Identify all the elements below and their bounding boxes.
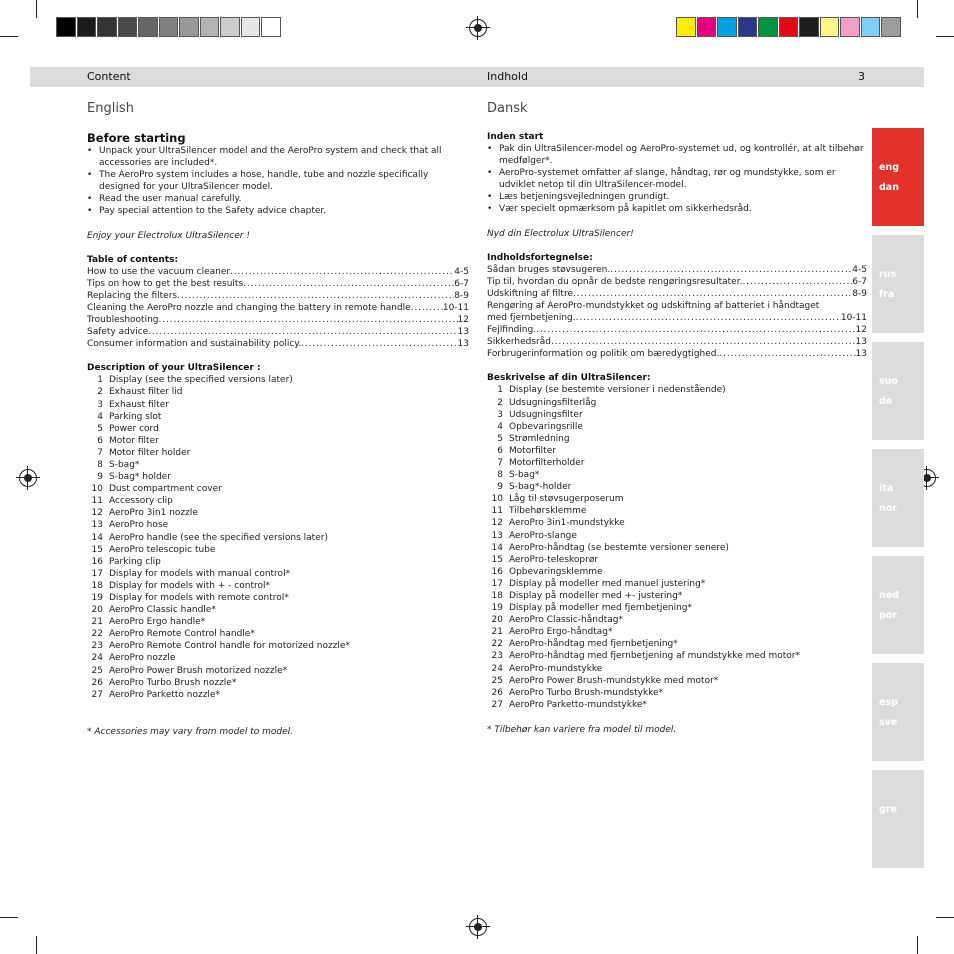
list-item [87,689,469,701]
list-item [87,592,469,604]
language-tab-label: ita [879,483,894,494]
item-number: 6 [97,435,103,446]
item-number: 7 [97,447,103,458]
language-tab-ned[interactable] [872,556,924,654]
item-number: 23 [91,641,103,652]
toc-leader-dots [576,312,841,324]
item-number: 3 [97,399,103,410]
english-footnote: * Accessories may vary from model to model. [87,726,293,737]
item-number: 17 [491,578,503,589]
item-text: Display (se bestemte versioner i nedenstående) [509,385,726,396]
language-tab-gre[interactable] [872,770,924,868]
toc-label: Consumer information and sustainability policy. [87,339,302,350]
language-tab-label: nor [879,503,897,514]
color-swatch [758,17,778,37]
process-color-bar [676,17,902,37]
item-text: AeroPro telescopic tube [109,544,216,555]
item-number: 4 [97,411,103,422]
color-swatch [676,17,696,37]
item-number: 8 [97,459,103,470]
item-text: AeroPro handle (see the specified versions later) [109,532,328,543]
english-bullet-list [87,145,469,218]
item-number: 26 [491,687,503,698]
english-toc [87,266,469,351]
list-item [487,566,867,578]
item-text: AeroPro Turbo Brush-mundstykke* [509,687,664,698]
toc-row [487,324,867,336]
item-text: AeroPro Ergo-håndtag* [509,627,613,638]
item-number: 15 [91,544,103,555]
list-item [87,616,469,628]
color-swatch [261,17,281,37]
item-text: AeroPro Turbo Brush nozzle* [109,677,237,688]
list-item [87,544,469,556]
item-text: AeroPro hose [109,520,169,531]
item-text: AeroPro Classic handle* [109,605,216,616]
item-text: AeroPro Remote Control handle* [109,629,255,640]
toc-label: Cleaning the AeroPro nozzle and changing the battery in remote handle [87,302,411,313]
registration-mark-top [469,19,487,37]
list-item [487,481,867,493]
color-swatch [717,17,737,37]
registration-mark-left [19,469,37,487]
item-text: S-bag* [109,459,140,470]
item-text: AeroPro 3in1-mundstykke [509,518,625,529]
item-text: Motorfilter [509,445,556,456]
item-text: AeroPro Power Brush-mundstykke med motor* [509,675,719,686]
item-number: 8 [497,470,503,481]
header-left-label: Content [87,70,131,83]
item-text: Display på modeller med +- justering* [509,591,683,601]
item-number: 12 [491,518,503,529]
list-item [87,459,469,471]
dansk-bullet-list [487,143,867,216]
language-tab-rus[interactable] [872,235,924,333]
toc-label: Replacing the filters [87,290,178,301]
item-text: Dust compartment cover [109,484,222,495]
english-toc-heading: Table of contents: [87,254,179,265]
item-text: S-bag*-holder [509,482,572,493]
list-item: • Pay special attention to the Safety advice chapter. [87,205,469,217]
list-item [487,397,867,409]
item-number: 18 [491,591,503,601]
list-item [487,469,867,481]
item-text: AeroPro Parketto nozzle* [109,689,220,700]
list-item [487,602,867,614]
item-number: 2 [497,397,503,408]
toc-row [487,348,867,360]
language-tab-label: esp [879,697,898,708]
item-text: AeroPro nozzle [109,653,176,664]
item-number: 2 [97,387,103,398]
list-item [487,409,867,421]
language-tab-label: dan [879,182,899,193]
item-text: Strømledning [509,433,570,444]
list-item [487,626,867,638]
toc-label: Udskiftning af filtre [487,288,574,299]
item-text: AeroPro Power Brush motorized nozzle* [109,665,288,676]
toc-label: Rengøring af AeroPro-mundstykket og udskiftning af batteriet i håndtaget [487,300,820,311]
item-number: 6 [497,445,503,456]
item-number: 24 [491,663,503,674]
item-number: 21 [91,617,103,628]
toc-row [87,266,469,278]
item-text: Opbevaringsklemme [509,566,603,577]
gray-color-bar [56,17,282,37]
toc-label: Troubleshooting [87,315,159,326]
color-swatch [820,17,840,37]
color-swatch [97,17,117,37]
list-item [487,493,867,505]
toc-label: Sikkerhedsråd [487,337,551,348]
list-item [487,554,867,566]
item-number: 11 [91,496,103,507]
list-item [487,590,867,602]
color-swatch [77,17,97,37]
list-item [87,507,469,519]
toc-page: 13 [855,337,867,348]
toc-leader-dots [742,276,852,288]
item-text: Tilbehørsklemme [509,506,587,517]
toc-row [487,276,867,288]
item-number: 24 [91,653,103,664]
list-item [87,386,469,398]
item-number: 22 [491,639,503,650]
toc-page: 8-9 [852,288,867,299]
color-swatch [861,17,881,37]
item-text: Display på modeller med manuel justering* [509,578,706,589]
dansk-parts-list [487,384,867,711]
item-number: 25 [491,675,503,686]
list-item: • Vær specielt opmærksom på kapitlet om sikkerhedsråd. [487,203,867,215]
english-before-starting-heading: Before starting [87,131,186,145]
item-number: 23 [491,651,503,662]
item-text: Udsugningsfilterlåg [509,397,597,408]
item-text: AeroPro-teleskoprør [509,554,599,565]
item-text: Motor filter [109,435,159,446]
color-swatch [159,17,179,37]
item-number: 10 [491,494,503,505]
language-tab-label: de [879,396,893,407]
list-item [87,580,469,592]
item-text: Display for models with remote control* [109,593,289,603]
dansk-description-heading: Beskrivelse af din UltraSilencer: [487,373,651,384]
item-number: 1 [97,375,103,386]
item-text: Power cord [109,423,159,434]
registration-mark-bottom [469,918,487,936]
list-item: • Pak din UltraSilencer-model og AeroPro-systemet ud, og kontrollér, at alt tilbehør medfølger*. [487,143,867,167]
color-swatch [179,17,199,37]
list-item [87,604,469,616]
toc-row [87,278,469,290]
list-item [487,650,867,662]
toc-leader-dots [536,324,855,336]
toc-label: How to use the vacuum cleaner [87,266,231,277]
list-item [87,495,469,507]
toc-label: Safety advice [87,327,149,338]
list-item [487,517,867,529]
toc-page: 8-9 [454,290,469,301]
item-number: 4 [497,421,503,432]
item-number: 3 [497,409,503,420]
item-text: AeroPro 3in1 nozzle [109,508,198,519]
item-number: 20 [91,605,103,616]
english-column [87,131,469,738]
list-item [87,411,469,423]
item-text: Udsugningsfilter [509,409,583,420]
item-number: 14 [91,532,103,543]
language-tab-label: gre [879,804,897,815]
list-item [487,638,867,650]
toc-leader-dots [551,336,856,348]
toc-leader-dots [243,278,454,290]
english-description-heading: Description of your UltraSilencer : [87,363,261,374]
page-number: 3 [858,70,865,83]
list-item [487,675,867,687]
item-number: 21 [491,627,503,638]
list-item [87,568,469,580]
toc-page: 13 [457,327,469,338]
item-number: 16 [491,566,503,577]
item-text: AeroPro-håndtag (se bestemte versioner senere) [509,542,729,553]
toc-label: Sådan bruges støvsugeren. [487,264,611,275]
toc-label: Forbrugerinformation og politik om bæredygtighed. [487,349,720,360]
item-text: Accessory clip [109,496,173,507]
toc-leader-dots [148,326,457,338]
language-tab-label: ned [879,590,900,601]
item-text: AeroPro-slange [509,530,577,541]
item-text: AeroPro-håndtag med fjernbetjening af mundstykke med motor* [509,651,800,662]
item-text: Motorfilterholder [509,457,585,468]
item-text: AeroPro Parketto-mundstykke* [509,699,647,710]
item-text: AeroPro Remote Control handle for motorized nozzle* [109,641,350,652]
item-text: Display (see the specified versions later) [109,375,293,386]
toc-row [487,300,867,312]
item-number: 15 [491,554,503,565]
color-swatch [738,17,758,37]
toc-label: Fejlfinding. [487,325,537,336]
list-item [487,542,867,554]
english-parts-list [87,374,469,701]
language-tab-label: suo [879,376,898,387]
language-tab-ita[interactable] [872,449,924,547]
color-swatch [220,17,240,37]
toc-leader-dots [411,302,443,314]
color-swatch [200,17,220,37]
toc-row [87,326,469,338]
item-number: 7 [497,457,503,468]
list-item [487,530,867,542]
color-swatch [118,17,138,37]
item-number: 5 [97,423,103,434]
list-item [87,447,469,459]
item-number: 11 [491,506,503,517]
item-text: Låg til støvsugerposerum [509,494,624,505]
english-title: English [87,101,134,116]
toc-leader-dots [301,338,457,350]
header-right-label: Indhold [487,70,528,83]
color-swatch [840,17,860,37]
item-number: 25 [91,665,103,676]
item-number: 22 [91,629,103,640]
language-tab-label: fra [879,289,895,300]
color-swatch [881,17,901,37]
item-text: Display for models with + - control* [109,580,271,591]
toc-page: 13 [855,349,867,360]
toc-label: Tip til, hvordan du opnår de bedste rengøringsresultater. [487,276,743,287]
toc-leader-dots [159,314,458,326]
item-number: 26 [91,677,103,688]
list-item [87,483,469,495]
list-item [87,640,469,652]
toc-row [87,290,469,302]
dansk-toc-heading: Indholdsfortegnelse: [487,252,593,263]
toc-row [487,288,867,300]
item-text: Display for models with manual control* [109,568,291,579]
toc-row [487,312,867,324]
item-number: 18 [91,580,103,591]
item-text: Exhaust filter [109,399,169,410]
list-item: • Read the user manual carefully. [87,193,469,205]
list-item [487,433,867,445]
list-item [87,652,469,664]
list-item [87,399,469,411]
item-number: 10 [91,484,103,495]
item-number: 12 [91,508,103,519]
item-text: Display på modeller med fjernbetjening* [509,603,693,614]
dansk-title: Dansk [487,101,528,116]
color-swatch [779,17,799,37]
list-item [487,505,867,517]
list-item [87,423,469,435]
language-tab-suo[interactable] [872,342,924,440]
list-item [87,435,469,447]
toc-page: 12 [457,315,469,326]
toc-leader-dots [573,288,852,300]
item-text: AeroPro Classic-håndtag* [509,615,623,626]
list-item [87,665,469,677]
toc-row [487,336,867,348]
list-item [487,384,867,396]
toc-row [87,302,469,314]
item-text: Parking clip [109,556,161,567]
list-item [487,663,867,675]
dansk-footnote: * Tilbehør kan variere fra model til model. [487,724,677,735]
list-item [87,519,469,531]
toc-leader-dots [719,348,855,360]
language-tab-eng[interactable] [872,128,924,226]
color-swatch [138,17,158,37]
item-text: AeroPro-håndtag med fjernbetjening* [509,639,678,650]
toc-leader-dots [230,266,454,278]
color-swatch [56,17,76,37]
item-number: 20 [491,615,503,626]
item-number: 13 [91,520,103,531]
item-number: 5 [497,433,503,444]
toc-leader-dots [177,290,454,302]
item-text: Opbevaringsrille [509,421,583,432]
item-number: 19 [491,603,503,614]
item-number: 27 [91,689,103,700]
language-tab-esp[interactable] [872,663,924,761]
item-number: 19 [91,593,103,603]
dansk-before-starting-heading: Inden start [487,132,544,142]
toc-page: 10-11 [442,302,469,313]
list-item: • Læs betjeningsvejledningen grundigt. [487,191,867,203]
item-number: 16 [91,556,103,567]
dansk-enjoy-text: Nyd din Electrolux UltraSilencer! [487,228,634,239]
toc-page: 13 [457,339,469,350]
item-number: 1 [497,385,503,396]
toc-leader-dots [610,264,852,276]
item-text: AeroPro Ergo handle* [109,617,206,628]
item-text: Motor filter holder [109,447,191,458]
color-swatch [241,17,261,37]
language-tab-label: sve [879,717,898,728]
list-item: • Unpack your UltraSilencer model and the AeroPro system and check that all accessories are included*. [87,145,469,169]
list-item: • AeroPro-systemet omfatter af slange, håndtag, rør og mundstykke, som er udviklet netop til din UltraSilencer-model. [487,167,867,191]
dansk-toc [487,264,867,361]
item-text: S-bag* holder [109,472,171,483]
toc-page: 4-5 [454,266,469,277]
item-text: Parking slot [109,411,162,422]
item-number: 14 [491,542,503,553]
item-number: 17 [91,568,103,579]
list-item [487,614,867,626]
toc-page: 6-7 [454,278,469,289]
language-tab-label: por [879,610,898,621]
list-item [87,471,469,483]
item-text: Exhaust filter lid [109,387,183,398]
toc-label: med fjernbetjening. [487,313,576,324]
list-item [87,374,469,386]
list-item [87,628,469,640]
toc-label: Tips on how to get the best results [87,278,244,289]
header-band [30,67,924,87]
list-item [487,421,867,433]
item-text: S-bag* [509,470,540,481]
list-item [487,699,867,711]
item-number: 27 [491,699,503,710]
list-item [487,457,867,469]
list-item: • The AeroPro system includes a hose, handle, tube and nozzle specifically designed for your UltraSilencer model. [87,169,469,193]
language-tab-label: eng [879,162,900,173]
toc-page: 6-7 [852,276,867,287]
toc-row [487,264,867,276]
language-tab-label: rus [879,269,897,280]
item-number: 9 [97,472,103,483]
list-item [87,677,469,689]
item-text: AeroPro-mundstykke [509,663,603,674]
item-number: 13 [491,530,503,541]
toc-page: 4-5 [852,264,867,275]
list-item [487,687,867,699]
toc-page: 12 [855,325,867,336]
english-enjoy-text: Enjoy your Electrolux UltraSilencer ! [87,230,250,241]
list-item [487,445,867,457]
toc-row [87,338,469,350]
list-item [487,578,867,590]
dansk-column [487,131,867,736]
item-number: 9 [497,482,503,493]
color-swatch [697,17,717,37]
list-item [87,532,469,544]
list-item [87,556,469,568]
toc-page: 10-11 [840,313,867,324]
toc-row [87,314,469,326]
color-swatch [799,17,819,37]
